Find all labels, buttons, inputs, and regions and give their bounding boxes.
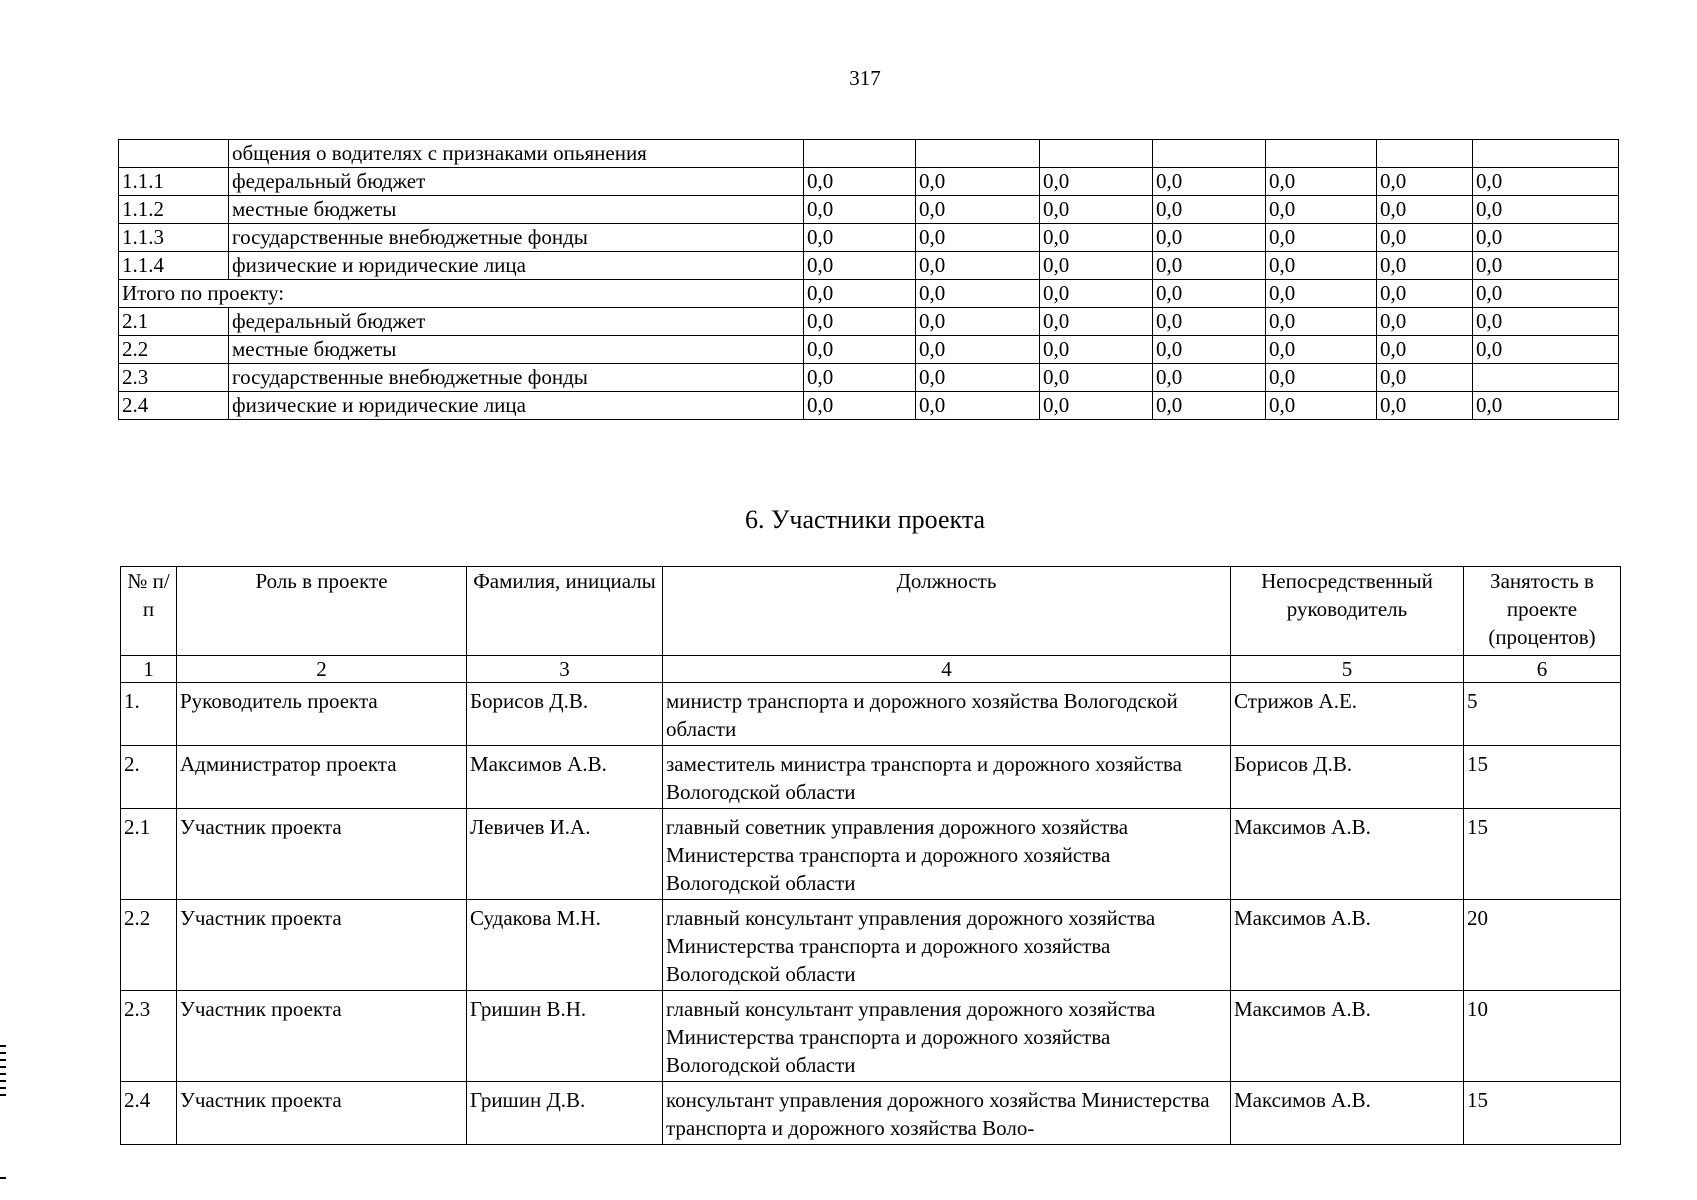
section-title: 6. Участники проекта <box>744 505 986 534</box>
funding-name: местные бюджеты <box>229 336 804 364</box>
participant-manager: Стрижов А.Е. <box>1231 683 1464 746</box>
funding-value: 0,0 <box>1266 196 1377 224</box>
funding-value: 0,0 <box>916 168 1040 196</box>
participant-num: 2.2 <box>121 900 177 991</box>
funding-value: 0,0 <box>1153 392 1266 420</box>
participant-manager: Борисов Д.В. <box>1231 746 1464 809</box>
funding-code: 1.1.3 <box>119 224 229 252</box>
column-number: 3 <box>467 656 663 683</box>
funding-value: 0,0 <box>916 196 1040 224</box>
participant-position: главный консультант управления дорожного хозяйства Министерства транспорта и дорожного хозяйства Вологодской области <box>663 991 1231 1082</box>
funding-value: 0,0 <box>1040 336 1153 364</box>
funding-value: 0,0 <box>1153 168 1266 196</box>
participant-name: Гришин Д.В. <box>467 1082 663 1145</box>
funding-value: 0,0 <box>1377 196 1473 224</box>
funding-value: 0,0 <box>804 196 916 224</box>
participant-row <box>121 1082 1621 1145</box>
participant-role: Участник проекта <box>177 809 467 900</box>
funding-value: 0,0 <box>1266 336 1377 364</box>
participant-name: Гришин В.Н. <box>467 991 663 1082</box>
funding-value: 0,0 <box>916 336 1040 364</box>
participant-position: заместитель министра транспорта и дорожного хозяйства Вологодской области <box>663 746 1231 809</box>
participant-position: главный советник управления дорожного хозяйства Министерства транспорта и дорожного хозяйства Вологодской области <box>663 809 1231 900</box>
participant-load: 15 <box>1464 746 1621 809</box>
header-cell: Занятость в проекте (процентов) <box>1464 567 1621 656</box>
funding-value: 0,0 <box>1040 308 1153 336</box>
funding-value: 0,0 <box>1266 364 1377 392</box>
funding-name: государственные внебюджетные фонды <box>229 364 804 392</box>
funding-value: 0,0 <box>1377 336 1473 364</box>
funding-value <box>1473 364 1619 392</box>
participant-row <box>121 809 1621 900</box>
funding-value: 0,0 <box>1473 168 1619 196</box>
funding-value: 0,0 <box>1153 364 1266 392</box>
participant-num: 2.4 <box>121 1082 177 1145</box>
participants-header-row <box>121 567 1621 656</box>
funding-code: 1.1.1 <box>119 168 229 196</box>
funding-value: 0,0 <box>1266 308 1377 336</box>
funding-value: 0,0 <box>1377 168 1473 196</box>
participant-position: министр транспорта и дорожного хозяйства Вологодской области <box>663 683 1231 746</box>
participant-load: 10 <box>1464 991 1621 1082</box>
funding-value: 0,0 <box>804 168 916 196</box>
funding-name: физические и юридические лица <box>229 392 804 420</box>
funding-value: 0,0 <box>1153 196 1266 224</box>
participant-manager: Максимов А.В. <box>1231 991 1464 1082</box>
participant-role: Администратор проекта <box>177 746 467 809</box>
funding-value: 0,0 <box>1153 224 1266 252</box>
funding-value <box>804 140 916 168</box>
funding-value <box>916 140 1040 168</box>
funding-row <box>119 308 1619 336</box>
header-cell: № п/п <box>121 567 177 656</box>
funding-row <box>119 364 1619 392</box>
participant-num: 1. <box>121 683 177 746</box>
participant-row <box>121 900 1621 991</box>
participant-position: главный консультант управления дорожного хозяйства Министерства транспорта и дорожного хозяйства Вологодской области <box>663 900 1231 991</box>
funding-value: 0,0 <box>1266 252 1377 280</box>
participant-manager: Максимов А.В. <box>1231 809 1464 900</box>
funding-code: 2.2 <box>119 336 229 364</box>
funding-value: 0,0 <box>1040 280 1153 308</box>
funding-value: 0,0 <box>1153 336 1266 364</box>
participant-load: 5 <box>1464 683 1621 746</box>
scan-margin-mark <box>0 1177 6 1179</box>
funding-value: 0,0 <box>1040 392 1153 420</box>
header-cell: Должность <box>663 567 1231 656</box>
funding-value: 0,0 <box>804 336 916 364</box>
funding-name: физические и юридические лица <box>229 252 804 280</box>
funding-value: 0,0 <box>1377 392 1473 420</box>
funding-name: федеральный бюджет <box>229 308 804 336</box>
page-number: 317 <box>849 66 881 90</box>
funding-value: 0,0 <box>804 392 916 420</box>
scan-margin-marks <box>0 1045 6 1097</box>
funding-name: местные бюджеты <box>229 196 804 224</box>
funding-value: 0,0 <box>1153 280 1266 308</box>
column-number-row <box>121 656 1621 683</box>
funding-table <box>118 139 1619 420</box>
funding-total-label: Итого по проекту: <box>119 280 804 308</box>
participant-num: 2. <box>121 746 177 809</box>
funding-value: 0,0 <box>1473 196 1619 224</box>
participant-role: Участник проекта <box>177 991 467 1082</box>
funding-value: 0,0 <box>804 252 916 280</box>
funding-code: 2.1 <box>119 308 229 336</box>
funding-value: 0,0 <box>1040 364 1153 392</box>
participant-name: Максимов А.В. <box>467 746 663 809</box>
funding-value: 0,0 <box>1377 280 1473 308</box>
funding-row <box>119 336 1619 364</box>
funding-value: 0,0 <box>1266 224 1377 252</box>
funding-value: 0,0 <box>1153 308 1266 336</box>
funding-name: общения о водителях с признаками опьянения <box>229 140 804 168</box>
funding-value: 0,0 <box>1040 168 1153 196</box>
funding-value: 0,0 <box>1040 224 1153 252</box>
funding-value: 0,0 <box>1266 392 1377 420</box>
header-cell: Роль в проекте <box>177 567 467 656</box>
funding-value: 0,0 <box>804 308 916 336</box>
funding-row <box>119 140 1619 168</box>
participant-manager: Максимов А.В. <box>1231 900 1464 991</box>
participant-role: Участник проекта <box>177 1082 467 1145</box>
participant-num: 2.1 <box>121 809 177 900</box>
funding-value: 0,0 <box>1473 224 1619 252</box>
funding-row <box>119 168 1619 196</box>
funding-value: 0,0 <box>916 308 1040 336</box>
funding-row <box>119 392 1619 420</box>
funding-value <box>1473 140 1619 168</box>
funding-value: 0,0 <box>1040 252 1153 280</box>
participant-load: 15 <box>1464 809 1621 900</box>
funding-value: 0,0 <box>1473 308 1619 336</box>
column-number: 6 <box>1464 656 1621 683</box>
participant-row <box>121 746 1621 809</box>
funding-value: 0,0 <box>916 364 1040 392</box>
participant-row <box>121 683 1621 746</box>
funding-value: 0,0 <box>804 280 916 308</box>
funding-value <box>1266 140 1377 168</box>
funding-value: 0,0 <box>916 392 1040 420</box>
participant-role: Участник проекта <box>177 900 467 991</box>
funding-value: 0,0 <box>1153 252 1266 280</box>
participant-role: Руководитель проекта <box>177 683 467 746</box>
participants-table <box>120 566 1621 1145</box>
funding-code: 1.1.2 <box>119 196 229 224</box>
funding-value: 0,0 <box>1377 308 1473 336</box>
funding-name: государственные внебюджетные фонды <box>229 224 804 252</box>
column-number: 2 <box>177 656 467 683</box>
header-cell: Фамилия, инициалы <box>467 567 663 656</box>
funding-value: 0,0 <box>916 224 1040 252</box>
funding-value: 0,0 <box>1377 364 1473 392</box>
funding-value: 0,0 <box>1473 392 1619 420</box>
participant-load: 20 <box>1464 900 1621 991</box>
participant-name: Борисов Д.В. <box>467 683 663 746</box>
participant-name: Левичев И.А. <box>467 809 663 900</box>
participant-num: 2.3 <box>121 991 177 1082</box>
funding-value: 0,0 <box>1266 280 1377 308</box>
funding-row <box>119 252 1619 280</box>
column-number: 1 <box>121 656 177 683</box>
funding-total-row <box>119 280 1619 308</box>
funding-code <box>119 140 229 168</box>
funding-code: 2.4 <box>119 392 229 420</box>
funding-row <box>119 224 1619 252</box>
funding-value: 0,0 <box>1266 168 1377 196</box>
funding-value <box>1377 140 1473 168</box>
funding-row <box>119 196 1619 224</box>
participant-name: Судакова М.Н. <box>467 900 663 991</box>
funding-value: 0,0 <box>804 364 916 392</box>
funding-value: 0,0 <box>804 224 916 252</box>
funding-value: 0,0 <box>1377 252 1473 280</box>
funding-value: 0,0 <box>1377 224 1473 252</box>
funding-value: 0,0 <box>916 252 1040 280</box>
funding-code: 1.1.4 <box>119 252 229 280</box>
funding-name: федеральный бюджет <box>229 168 804 196</box>
funding-value <box>1040 140 1153 168</box>
column-number: 5 <box>1231 656 1464 683</box>
funding-value: 0,0 <box>916 280 1040 308</box>
participant-load: 15 <box>1464 1082 1621 1145</box>
column-number: 4 <box>663 656 1231 683</box>
participant-row <box>121 991 1621 1082</box>
funding-code: 2.3 <box>119 364 229 392</box>
funding-value: 0,0 <box>1473 280 1619 308</box>
funding-value: 0,0 <box>1473 336 1619 364</box>
participant-position: консультант управления дорожного хозяйства Министерства транспорта и дорожного хозяйства Воло- <box>663 1082 1231 1145</box>
funding-value: 0,0 <box>1473 252 1619 280</box>
funding-value <box>1153 140 1266 168</box>
participant-manager: Максимов А.В. <box>1231 1082 1464 1145</box>
funding-value: 0,0 <box>1040 196 1153 224</box>
header-cell: Непосредственный руководитель <box>1231 567 1464 656</box>
